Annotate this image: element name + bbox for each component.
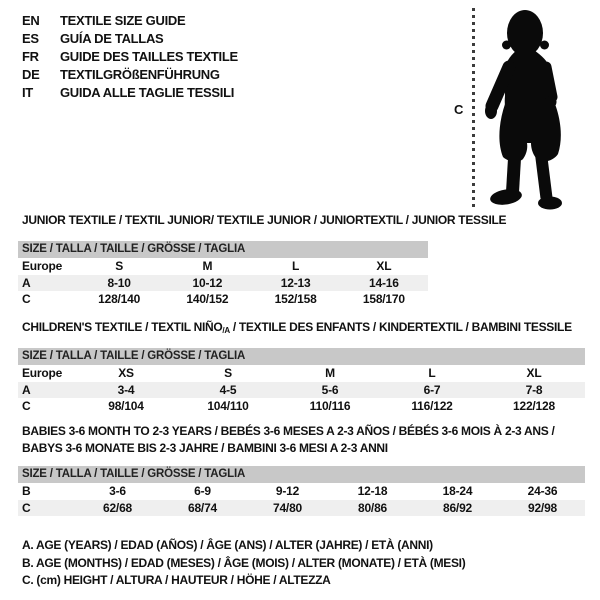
babies-size-table bbox=[18, 483, 585, 516]
language-row bbox=[22, 11, 238, 29]
table-row bbox=[18, 500, 585, 517]
table-row bbox=[18, 258, 428, 275]
value-cell: XL bbox=[376, 259, 392, 274]
toddler-silhouette-icon bbox=[478, 0, 598, 220]
table-row bbox=[18, 365, 585, 382]
value-cell: 7-8 bbox=[483, 382, 585, 399]
table-row bbox=[18, 382, 585, 399]
row-label-cell: C bbox=[22, 292, 31, 307]
value-cell: 14-16 bbox=[340, 275, 428, 292]
value-cell: 116/122 bbox=[411, 399, 453, 414]
value-cell: 152/158 bbox=[274, 292, 317, 307]
value-cell: 12-18 bbox=[357, 484, 388, 499]
row-label-cell: A bbox=[18, 275, 75, 292]
table-row bbox=[18, 398, 585, 415]
value-cell: 24-36 bbox=[527, 484, 558, 499]
value-cell: 86/92 bbox=[415, 500, 500, 517]
legend-line-height: C. (cm) HEIGHT / ALTURA / HAUTEUR / HÖHE / ALTEZZA bbox=[22, 573, 331, 587]
section-title-children-part1: CHILDREN'S TEXTILE / TEXTIL NIÑO bbox=[22, 320, 223, 334]
row-label-cell: Europe bbox=[22, 366, 63, 381]
value-cell: L bbox=[292, 259, 300, 274]
value-cell: 98/104 bbox=[108, 399, 144, 414]
language-title: GUÍA DE TALLAS bbox=[60, 30, 164, 46]
section-title-babies bbox=[22, 423, 554, 457]
value-cell: XS bbox=[118, 366, 134, 381]
language-title: TEXTILE SIZE GUIDE bbox=[60, 12, 186, 28]
language-code: IT bbox=[22, 84, 33, 100]
value-cell: 5-6 bbox=[279, 382, 381, 399]
language-row bbox=[22, 47, 238, 65]
table-row bbox=[18, 291, 428, 308]
value-cell: 62/68 bbox=[75, 500, 160, 517]
legend-line-age-months: B. AGE (MONTHS) / EDAD (MESES) / ÂGE (MOIS) / ALTER (MONATE) / ETÀ (MESI) bbox=[22, 555, 466, 570]
children-size-table-block bbox=[18, 348, 585, 415]
language-code: ES bbox=[22, 30, 39, 46]
value-cell: 104/110 bbox=[207, 399, 249, 414]
value-cell: M bbox=[202, 259, 213, 274]
value-cell: 9-12 bbox=[275, 484, 300, 499]
row-label-cell: A bbox=[18, 382, 75, 399]
value-cell: 110/116 bbox=[309, 399, 351, 414]
section-title-children-subscript: /A bbox=[222, 326, 230, 335]
value-cell: 10-12 bbox=[163, 275, 251, 292]
value-cell: 74/80 bbox=[245, 500, 330, 517]
language-code: EN bbox=[22, 12, 40, 28]
section-title-children bbox=[22, 319, 572, 339]
row-label-cell: C bbox=[18, 500, 75, 517]
value-cell: 92/98 bbox=[500, 500, 585, 517]
value-cell: L bbox=[428, 366, 436, 381]
value-cell: M bbox=[325, 366, 335, 381]
value-cell: XL bbox=[526, 366, 542, 381]
height-measure-dashed-line bbox=[472, 8, 475, 211]
value-cell: S bbox=[224, 366, 232, 381]
row-label-cell: Europe bbox=[22, 259, 63, 274]
value-cell: 140/152 bbox=[186, 292, 229, 307]
value-cell: 158/170 bbox=[362, 292, 405, 307]
language-title: GUIDA ALLE TAGLIE TESSILI bbox=[60, 84, 235, 100]
value-cell: 68/74 bbox=[160, 500, 245, 517]
language-title-list bbox=[22, 11, 238, 101]
children-size-table bbox=[18, 365, 585, 415]
value-cell: 80/86 bbox=[330, 500, 415, 517]
table-row bbox=[18, 483, 585, 500]
junior-size-table-block bbox=[18, 241, 428, 308]
size-header-bar: SIZE / TALLA / TAILLE / GRÖSSE / TAGLIA bbox=[18, 241, 428, 258]
value-cell: S bbox=[115, 259, 124, 274]
section-title-junior: JUNIOR TEXTILE / TEXTIL JUNIOR/ TEXTILE JUNIOR / JUNIORTEXTIL / JUNIOR TESSILE bbox=[22, 213, 507, 227]
value-cell: 3-4 bbox=[75, 382, 177, 399]
section-title-babies-line1: BABIES 3-6 MONTH TO 2-3 YEARS / BEBÉS 3-6 MESES A 2-3 AÑOS / BÉBÉS 3-6 MOIS À 2-3 ANS / bbox=[22, 424, 555, 438]
junior-size-table bbox=[18, 258, 428, 308]
measurement-legend bbox=[22, 537, 465, 590]
language-row bbox=[22, 29, 238, 47]
row-label-cell: C bbox=[22, 399, 31, 414]
value-cell: 18-24 bbox=[442, 484, 473, 499]
value-cell: 122/128 bbox=[513, 399, 555, 414]
language-title: TEXTILGRÖßENFÜHRUNG bbox=[60, 66, 220, 82]
language-row bbox=[22, 83, 238, 101]
language-code: FR bbox=[22, 48, 39, 64]
value-cell: 8-10 bbox=[75, 275, 163, 292]
value-cell: 12-13 bbox=[252, 275, 340, 292]
value-cell: 3-6 bbox=[109, 484, 126, 499]
language-row bbox=[22, 65, 238, 83]
height-measure-label: C bbox=[454, 102, 464, 117]
language-code: DE bbox=[22, 66, 40, 82]
table-row bbox=[18, 275, 428, 292]
babies-size-table-block bbox=[18, 466, 585, 516]
legend-line-age-years: A. AGE (YEARS) / EDAD (AÑOS) / ÂGE (ANS) / ALTER (JAHRE) / ETÀ (ANNI) bbox=[22, 538, 433, 552]
value-cell: 128/140 bbox=[98, 292, 141, 307]
value-cell: 4-5 bbox=[177, 382, 279, 399]
size-header-bar: SIZE / TALLA / TAILLE / GRÖSSE / TAGLIA bbox=[18, 466, 585, 483]
value-cell: 6-7 bbox=[381, 382, 483, 399]
size-header-bar: SIZE / TALLA / TAILLE / GRÖSSE / TAGLIA bbox=[18, 348, 585, 365]
section-title-babies-line2: BABYS 3-6 MONATE BIS 2-3 JAHRE / BAMBINI 3-6 MESI A 2-3 ANNI bbox=[22, 441, 388, 455]
row-label-cell: B bbox=[22, 484, 31, 499]
section-title-children-part2: / TEXTILE DES ENFANTS / KINDERTEXTIL / BAMBINI TESSILE bbox=[229, 320, 572, 334]
value-cell: 6-9 bbox=[194, 484, 211, 499]
language-title: GUIDE DES TAILLES TEXTILE bbox=[60, 48, 238, 64]
